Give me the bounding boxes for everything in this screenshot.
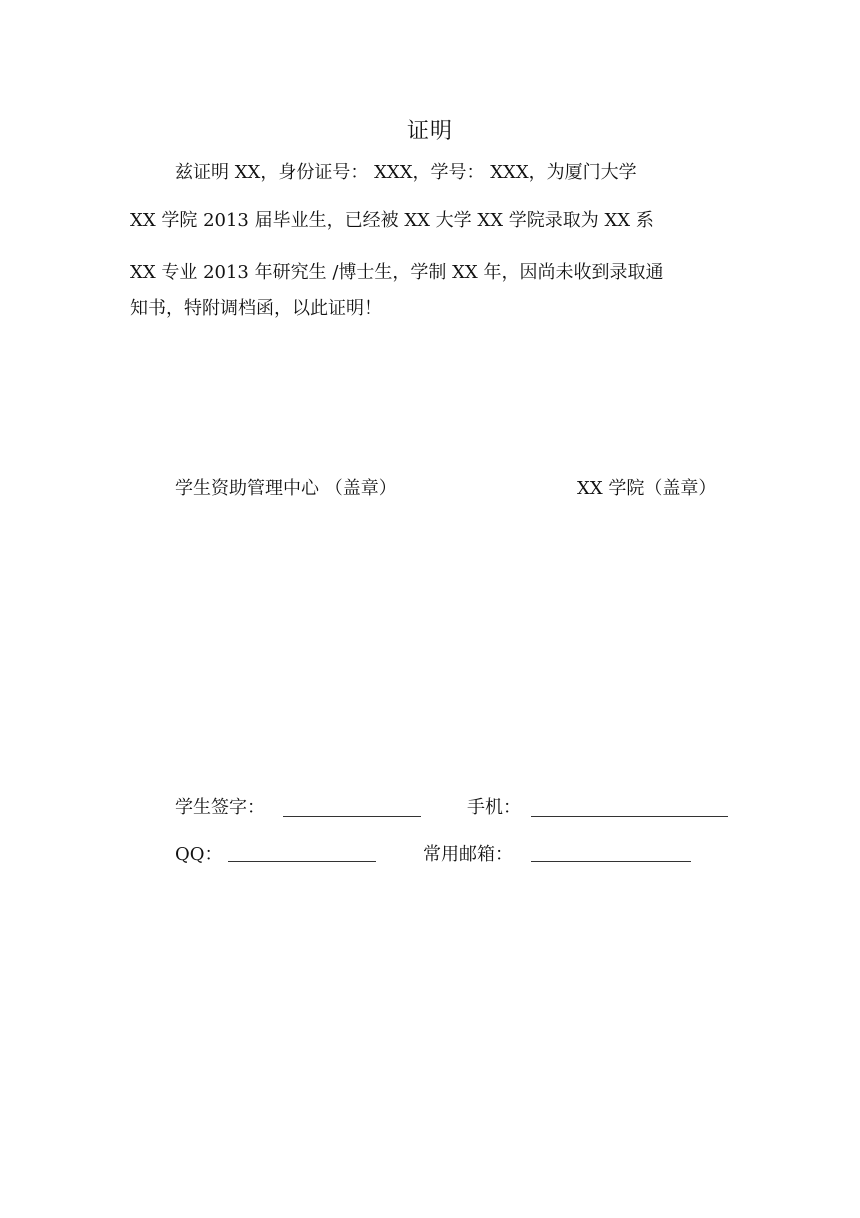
qq-label: QQ：: [175, 844, 223, 865]
email-label: 常用邮箱：: [423, 844, 513, 865]
qq-field[interactable]: [228, 861, 376, 862]
body-line-3: XX 专业 2013 年研究生 /博士生，学制 XX 年，因尚未收到录取通: [130, 262, 664, 283]
email-field[interactable]: [531, 861, 691, 862]
signature-label: 学生签字：: [175, 797, 265, 818]
body-line-2: XX 学院 2013 届毕业生，已经被 XX 大学 XX 学院录取为 XX 系: [130, 210, 654, 231]
body-line-4: 知书，特附调档函，以此证明！: [130, 298, 382, 319]
seal-student-aid-center: 学生资助管理中心 （盖章）: [175, 478, 397, 499]
signature-field[interactable]: [283, 816, 421, 817]
body-line-1: 兹证明 XX，身份证号： XXX，学号： XXX，为厦门大学: [175, 162, 637, 183]
phone-field[interactable]: [531, 816, 728, 817]
document-title: 证明: [406, 119, 453, 144]
seal-college: XX 学院（盖章）: [577, 478, 717, 499]
phone-label: 手机：: [467, 797, 521, 818]
